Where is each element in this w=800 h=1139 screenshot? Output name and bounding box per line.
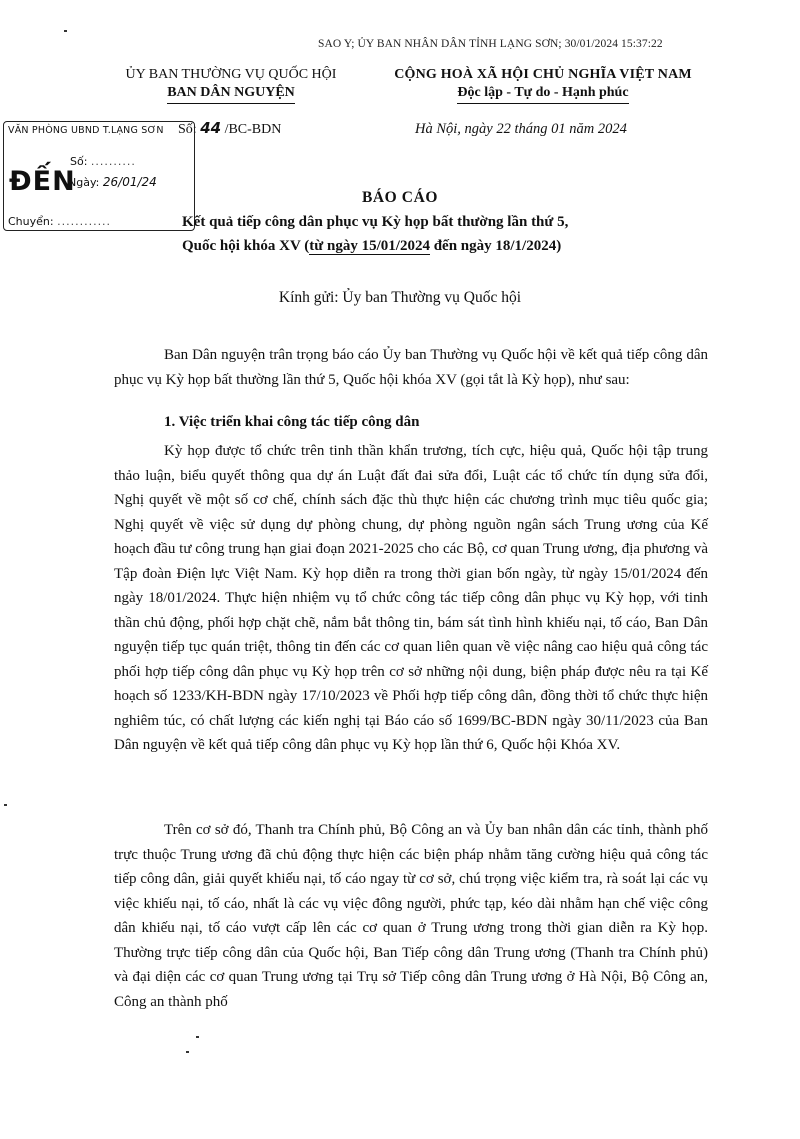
copy-certification-note: SAO Y; ỦY BAN NHÂN DÂN TỈNH LẠNG SƠN; 30/01/2024 15:37:22 bbox=[318, 38, 663, 50]
place-and-date: Hà Nội, ngày 22 tháng 01 năm 2024 bbox=[415, 121, 627, 137]
scan-speck bbox=[196, 1036, 199, 1038]
scan-speck bbox=[64, 30, 67, 32]
subtitle-date-from: từ ngày 15/01/2024 bbox=[309, 238, 430, 254]
document-number-prefix: Số: bbox=[178, 122, 197, 137]
stamp-date-label: Ngày: bbox=[68, 176, 100, 189]
document-number-suffix: /BC-BDN bbox=[224, 122, 282, 137]
stamp-date-value: 26/01/24 bbox=[102, 175, 157, 189]
national-header bbox=[378, 66, 708, 104]
scan-speck bbox=[4, 804, 7, 806]
stamp-forward-row bbox=[8, 215, 111, 228]
stamp-dots: .......... bbox=[90, 155, 136, 168]
issuer-parent-org: ỦY BAN THƯỜNG VỤ QUỐC HỘI bbox=[125, 67, 337, 82]
salutation: Kính gửi: Ủy ban Thường vụ Quốc hội bbox=[278, 289, 522, 306]
national-motto: Độc lập - Tự do - Hạnh phúc bbox=[457, 84, 628, 104]
national-title: CỘNG HOÀ XÃ HỘI CHỦ NGHĨA VIỆT NAM bbox=[394, 67, 692, 82]
section-heading-1: 1. Việc triển khai công tác tiếp công dân bbox=[164, 414, 420, 430]
stamp-forward-label: Chuyển: bbox=[8, 215, 54, 228]
subtitle-line1: Kết quả tiếp công dân phục vụ Kỳ họp bất thường lần thứ 5, bbox=[182, 214, 569, 230]
issuer-header bbox=[108, 66, 354, 104]
stamp-number-row bbox=[70, 155, 136, 168]
paragraph-session-overview: Kỳ họp được tổ chức trên tinh thần khẩn trương, tích cực, hiệu quả, Quốc hội tập trung thảo luận, biểu quyết thông qua dự án Luật đất đai sửa đổi, Luật các tổ chức tín dụng sửa đổi, Nghị quyết về một số cơ chế, chính sách đặc thù thực hiện các chương trình mục tiêu quốc gia; Nghị quyết về việc sử dụng dự phòng chung, dự phòng nguồn ngân sách Trung ương của Kế hoạch đầu tư công trung hạn giai đoạn 2021-2025 cho các Bộ, cơ quan Trung ương, địa phương và Tập đoàn Điện lực Việt Nam. Kỳ họp diễn ra trong thời gian bốn ngày, từ ngày 15/01/2024 đến ngày 18/01/2024. Thực hiện nhiệm vụ tổ chức công tác tiếp công dân phục vụ Kỳ họp, với tinh thần chủ động, phối hợp chặt chẽ, nắm bắt thông tin, bám sát tình hình khiếu nại, tố cáo, Ban Dân nguyện tiếp tục quán triệt, thông tin đến các cơ quan liên quan về việc nâng cao hiệu quả công tác phối hợp tiếp công dân phục vụ Kỳ họp trên cơ sở những nội dung, biện pháp được nêu ra tại Kế hoạch số 1233/KH-BDN ngày 17/10/2023 về Phối hợp tiếp công dân, đồng thời tổ chức thực hiện nghiêm túc, có chất lượng các kiến nghị tại Báo cáo số 1699/BC-BDN ngày 30/11/2023 của Ban Dân nguyện về kết quả tiếp công dân phục vụ Kỳ họp lần thứ 6, Quốc hội Khóa XV. bbox=[114, 443, 708, 753]
document-number-handwritten: 44 bbox=[200, 119, 222, 137]
stamp-den: ĐẾN bbox=[9, 166, 76, 197]
issuer-org: BAN DÂN NGUYỆN bbox=[167, 84, 295, 104]
received-stamp bbox=[3, 121, 195, 231]
stamp-date-row bbox=[68, 175, 157, 189]
scan-speck bbox=[186, 1051, 189, 1053]
subtitle-line2-start: Quốc hội khóa XV ( bbox=[182, 238, 310, 254]
stamp-dots: ............ bbox=[57, 215, 112, 228]
stamp-number-label: Số: bbox=[70, 155, 88, 168]
paragraph-intro: Ban Dân nguyện trân trọng báo cáo Ủy ban Thường vụ Quốc hội về kết quả tiếp công dân phục vụ Kỳ họp bất thường lần thứ 5, Quốc hội khóa XV (gọi tắt là Kỳ họp), như sau: bbox=[114, 347, 708, 388]
subtitle-date-to: đến ngày 18/1/2024) bbox=[429, 238, 562, 254]
stamp-org: VĂN PHÒNG UBND T.LẠNG SƠN bbox=[8, 125, 164, 136]
document-title: BÁO CÁO bbox=[361, 189, 439, 206]
document-subtitle bbox=[182, 210, 632, 258]
paragraph-agencies-measures: Trên cơ sở đó, Thanh tra Chính phủ, Bộ Công an và Ủy ban nhân dân các tỉnh, thành phố trực thuộc Trung ương đã chủ động thực hiện các biện pháp nhằm tăng cường hiệu quả công tác tiếp công dân, giải quyết khiếu nại, tố cáo ngay từ cơ sở, chú trọng việc kiểm tra, rà soát lại các vụ việc khiếu nại, tố cáo, nhất là các vụ việc đông người, phức tạp, kéo dài nhằm hạn chế việc công dân khiếu nại, tố cáo vượt cấp lên các cơ quan ở Trung ương trong thời gian diễn ra Kỳ họp. Thường trực tiếp công dân của Quốc hội, Ban Tiếp công dân Trung ương (Thanh tra Chính phủ) và đại diện các cơ quan Trung ương tại Trụ sở Tiếp công dân Trung ương ở Hà Nội, Bộ Công an, Công an thành phố bbox=[114, 822, 708, 1010]
